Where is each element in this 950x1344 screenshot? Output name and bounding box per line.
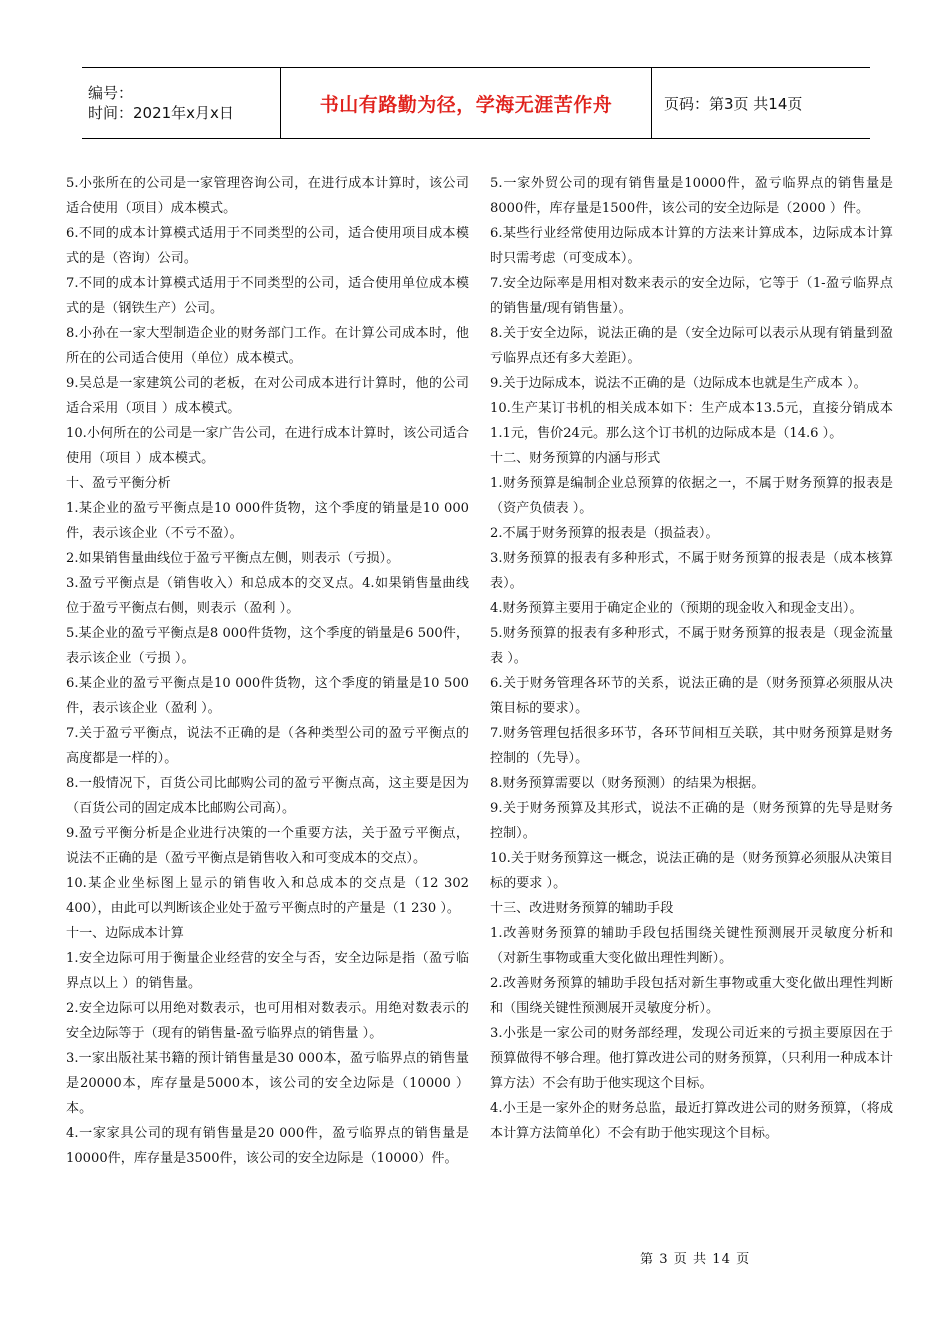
- section-heading: 十、盈亏平衡分析: [66, 476, 171, 491]
- paragraph: 5.小张所在的公司是一家管理咨询公司，在进行成本计算时，该公司适合使用（项目）成本模式。: [66, 176, 469, 216]
- paragraph: 9.吴总是一家建筑公司的老板，在对公司成本进行计算时，他的公司适合采用（项目 ）成本模式。: [66, 376, 469, 416]
- left-column: [66, 171, 469, 1171]
- paragraph: 2.改善财务预算的辅助手段包括对新生事物或重大变化做出理性判断和（围绕关键性预测展开灵敏度分析）。: [490, 976, 893, 1016]
- paragraph: 6.某些行业经常使用边际成本计算的方法来计算成本，边际成本计算时只需考虑（可变成本）。: [490, 226, 893, 266]
- paragraph: 8.一般情况下，百货公司比邮购公司的盈亏平衡点高，这主要是因为（百货公司的固定成本比邮购公司高）。: [66, 776, 469, 816]
- paragraph: 10.某企业坐标图上显示的销售收入和总成本的交点是（12 302 400），由此可以判断该企业处于盈亏平衡点时的产量是（1 230 ）。: [66, 876, 469, 916]
- document-number-label: 编号：: [88, 84, 134, 102]
- paragraph: 5.某企业的盈亏平衡点是8 000件货物，这个季度的销量是6 500件，表示该企业（亏损 ）。: [66, 626, 469, 666]
- paragraph: 4.小王是一家外企的财务总监，最近打算改进公司的财务预算，（将成本计算方法简单化）不会有助于他实现这个目标。: [490, 1101, 893, 1141]
- paragraph: 9.关于边际成本，说法不正确的是（边际成本也就是生产成本 ）。: [490, 376, 867, 391]
- paragraph: 10.关于财务预算这一概念，说法正确的是（财务预算必须服从决策目标的要求 ）。: [490, 851, 893, 891]
- paragraph: 4.一家家具公司的现有销售量是20 000件，盈亏临界点的销售量是10000件，库存量是3500件，该公司的安全边际是（10000）件。: [66, 1126, 469, 1166]
- section-heading: 十二、财务预算的内涵与形式: [490, 451, 661, 466]
- section-heading: 十三、改进财务预算的辅助手段: [490, 901, 674, 916]
- paragraph: 2.如果销售量曲线位于盈亏平衡点左侧，则表示（亏损）。: [66, 551, 400, 566]
- paragraph: 5.一家外贸公司的现有销售量是10000件，盈亏临界点的销售量是8000件，库存量是1500件，该公司的安全边际是（2000 ）件。: [490, 176, 893, 216]
- paragraph: 2.安全边际可以用绝对数表示，也可用相对数表示。用绝对数表示的安全边际等于（现有的销售量-盈亏临界点的销售量 ）。: [66, 1001, 469, 1041]
- paragraph: 9.盈亏平衡分析是企业进行决策的一个重要方法，关于盈亏平衡点，说法不正确的是（盈亏平衡点是销售收入和可变成本的交点）。: [66, 826, 469, 866]
- paragraph: 10.生产某订书机的相关成本如下：生产成本13.5元，直接分销成本1.1元，售价24元。那么这个订书机的边际成本是（14.6 ）。: [490, 401, 893, 441]
- paragraph: 8.小孙在一家大型制造企业的财务部门工作。在计算公司成本时，他所在的公司适合使用（单位）成本模式。: [66, 326, 469, 366]
- paragraph: 6.某企业的盈亏平衡点是10 000件货物，这个季度的销量是10 500件，表示该企业（盈利 ）。: [66, 676, 469, 716]
- paragraph: 1.财务预算是编制企业总预算的依据之一，不属于财务预算的报表是（资产负债表 ）。: [490, 476, 893, 516]
- paragraph: 1.改善财务预算的辅助手段包括围绕关键性预测展开灵敏度分析和（对新生事物或重大变化做出理性判断）。: [490, 926, 893, 966]
- header-motto: 书山有路勤为径，学海无涯苦作舟: [280, 68, 652, 138]
- right-column: [490, 171, 893, 1146]
- paragraph: 5.财务预算的报表有多种形式，不属于财务预算的报表是（现金流量表 ）。: [490, 626, 893, 666]
- paragraph: 3.一家出版社某书籍的预计销售量是30 000本，盈亏临界点的销售量是20000本，库存量是5000本，该公司的安全边际是（10000 ）本。: [66, 1051, 469, 1116]
- paragraph: 1.安全边际可用于衡量企业经营的安全与否，安全边际是指（盈亏临界点以上 ）的销售量。: [66, 951, 469, 991]
- paragraph: 8.财务预算需要以（财务预测）的结果为根据。: [490, 776, 765, 791]
- paragraph: 7.安全边际率是用相对数来表示的安全边际，它等于（1-盈亏临界点的销售量/现有销售量）。: [490, 276, 893, 316]
- page-header: [82, 67, 870, 139]
- paragraph: 7.不同的成本计算模式适用于不同类型的公司，适合使用单位成本模式的是（钢铁生产）公司。: [66, 276, 469, 316]
- paragraph: 4.财务预算主要用于确定企业的（预期的现金收入和现金支出）。: [490, 601, 863, 616]
- paragraph: 7.财务管理包括很多环节，各环节间相互关联，其中财务预算是财务控制的（先导）。: [490, 726, 893, 766]
- page-footer: 第 3 页 共 14 页: [640, 1252, 751, 1267]
- paragraph: 8.关于安全边际，说法正确的是（安全边际可以表示从现有销量到盈亏临界点还有多大差距）。: [490, 326, 893, 366]
- paragraph: 3.盈亏平衡点是（销售收入）和总成本的交叉点。4.如果销售量曲线位于盈亏平衡点右侧，则表示（盈利 ）。: [66, 576, 469, 616]
- paragraph: 7.关于盈亏平衡点，说法不正确的是（各种类型公司的盈亏平衡点的高度都是一样的）。: [66, 726, 469, 766]
- document-date: 时间：2021年x月x日: [88, 104, 234, 122]
- header-info: [82, 68, 280, 138]
- paragraph: 9.关于财务预算及其形式，说法不正确的是（财务预算的先导是财务控制）。: [490, 801, 893, 841]
- section-heading: 十一、边际成本计算: [66, 926, 184, 941]
- paragraph: 1.某企业的盈亏平衡点是10 000件货物，这个季度的销量是10 000件，表示该企业（不亏不盈）。: [66, 501, 469, 541]
- paragraph: 6.关于财务管理各环节的关系，说法正确的是（财务预算必须服从决策目标的要求）。: [490, 676, 893, 716]
- paragraph: 3.财务预算的报表有多种形式，不属于财务预算的报表是（成本核算表）。: [490, 551, 893, 591]
- header-page-number: 页码：第3页 共14页: [664, 94, 803, 113]
- paragraph: 10.小何所在的公司是一家广告公司，在进行成本计算时，该公司适合使用（项目 ）成本模式。: [66, 426, 469, 466]
- paragraph: 6.不同的成本计算模式适用于不同类型的公司，适合使用项目成本模式的是（咨询）公司。: [66, 226, 469, 266]
- paragraph: 3.小张是一家公司的财务部经理，发现公司近来的亏损主要原因在于预算做得不够合理。他打算改进公司的财务预算，（只利用一种成本计算方法）不会有助于他实现这个目标。: [490, 1026, 893, 1091]
- paragraph: 2.不属于财务预算的报表是（损益表）。: [490, 526, 719, 541]
